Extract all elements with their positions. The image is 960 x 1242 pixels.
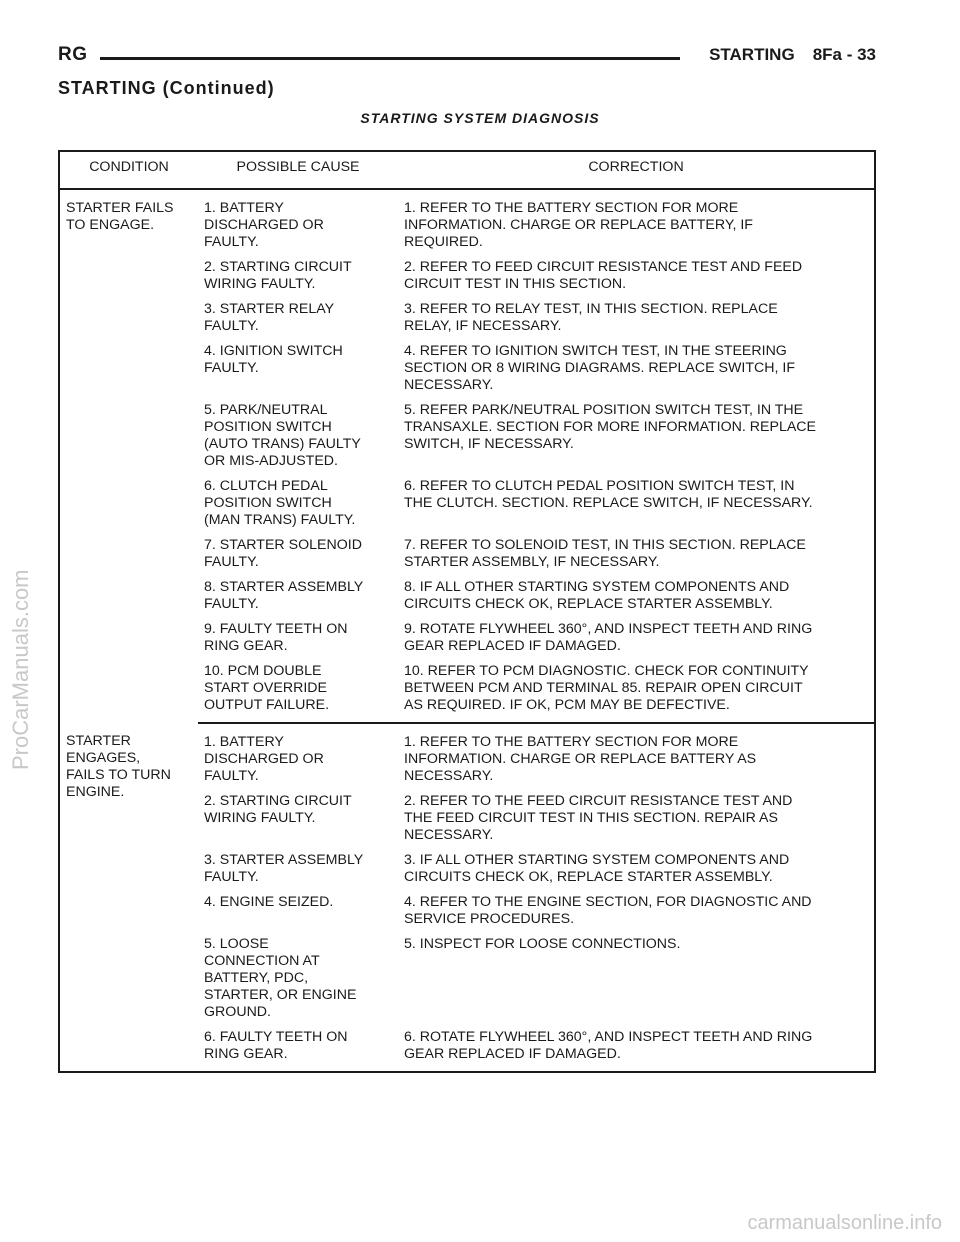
column-header-condition: CONDITION [59, 151, 198, 189]
section-title: STARTING (Continued) [58, 78, 275, 98]
correction-cell: 1. REFER TO THE BATTERY SECTION FOR MORE INFORMATION. CHARGE OR REPLACE BATTERY, IF REQUIRED. [404, 200, 753, 250]
correction-cell: 3. REFER TO RELAY TEST, IN THIS SECTION. REPLACE RELAY, IF NECESSARY. [404, 301, 778, 334]
correction-cell: 7. REFER TO SOLENOID TEST, IN THIS SECTION. REPLACE STARTER ASSEMBLY, IF NECESSARY. [404, 537, 806, 570]
table-row [59, 189, 875, 256]
cause-cell: 1. BATTERY DISCHARGED OR FAULTY. [204, 200, 324, 250]
correction-cell: 8. IF ALL OTHER STARTING SYSTEM COMPONENTS AND CIRCUITS CHECK OK, REPLACE STARTER ASSEMBLY. [404, 579, 790, 612]
correction-cell: 10. REFER TO PCM DIAGNOSTIC. CHECK FOR CONTINUITY BETWEEN PCM AND TERMINAL 85. REPAIR OPEN CIRCUIT AS REQUIRED. IF OK, PCM MAY BE DEFECTIVE. [398, 660, 875, 723]
column-header-correction: CORRECTION [398, 151, 875, 189]
cause-cell: 10. PCM DOUBLE START OVERRIDE OUTPUT FAILURE. [198, 660, 398, 723]
correction-cell: 6. ROTATE FLYWHEEL 360°, AND INSPECT TEETH AND RING GEAR REPLACED IF DAMAGED. [398, 1026, 875, 1072]
condition-cell: STARTER FAILS TO ENGAGE. [66, 200, 174, 233]
cause-cell: 8. STARTER ASSEMBLY FAULTY. [204, 579, 364, 612]
cause-cell: 7. STARTER SOLENOID FAULTY. [204, 537, 362, 570]
correction-cell: 3. IF ALL OTHER STARTING SYSTEM COMPONENTS AND CIRCUITS CHECK OK, REPLACE STARTER ASSEMBLY. [404, 852, 790, 885]
cause-cell: 5. LOOSE CONNECTION AT BATTERY, PDC, STARTER, OR ENGINE GROUND. [204, 936, 357, 1020]
cause-cell: 6. FAULTY TEETH ON RING GEAR. [198, 1026, 398, 1072]
cause-cell: 1. BATTERY DISCHARGED OR FAULTY. [204, 734, 324, 784]
correction-cell: 2. REFER TO THE FEED CIRCUIT RESISTANCE TEST AND THE FEED CIRCUIT TEST IN THIS SECTION. REPAIR AS NECESSARY. [404, 793, 793, 843]
condition-cell: STARTER ENGAGES, FAILS TO TURN ENGINE. [66, 733, 171, 800]
cause-cell: 4. ENGINE SEIZED. [204, 894, 334, 910]
side-watermark [8, 569, 48, 810]
manual-code: RG [58, 44, 88, 65]
correction-cell: 6. REFER TO CLUTCH PEDAL POSITION SWITCH TEST, IN THE CLUTCH. SECTION. REPLACE SWITCH, IF NECESSARY. [404, 478, 813, 511]
correction-cell: 2. REFER TO FEED CIRCUIT RESISTANCE TEST AND FEED CIRCUIT TEST IN THIS SECTION. [404, 259, 803, 292]
cause-cell: 3. STARTER RELAY FAULTY. [204, 301, 335, 334]
section-name: STARTING [709, 45, 795, 64]
cause-cell: 6. CLUTCH PEDAL POSITION SWITCH (MAN TRANS) FAULTY. [204, 478, 356, 528]
cause-cell: 2. STARTING CIRCUIT WIRING FAULTY. [204, 793, 352, 826]
side-watermark-text: ProCarManuals.com [8, 569, 33, 770]
header-right [709, 45, 876, 65]
correction-cell: 1. REFER TO THE BATTERY SECTION FOR MORE INFORMATION. CHARGE OR REPLACE BATTERY AS NECESSARY. [404, 734, 757, 784]
table-body [59, 189, 875, 1072]
cause-cell: 4. IGNITION SWITCH FAULTY. [204, 343, 343, 376]
cause-cell: 9. FAULTY TEETH ON RING GEAR. [204, 621, 348, 654]
page-number: 8Fa - 33 [812, 45, 876, 64]
cause-cell: 5. PARK/NEUTRAL POSITION SWITCH (AUTO TRANS) FAULTY OR MIS-ADJUSTED. [204, 402, 361, 469]
cause-cell: 3. STARTER ASSEMBLY FAULTY. [204, 852, 364, 885]
correction-cell: 5. INSPECT FOR LOOSE CONNECTIONS. [404, 936, 681, 952]
column-header-cause: POSSIBLE CAUSE [198, 151, 398, 189]
correction-cell: 4. REFER TO THE ENGINE SECTION, FOR DIAGNOSTIC AND SERVICE PROCEDURES. [404, 894, 812, 927]
table-row [59, 723, 875, 790]
page-header [58, 44, 876, 68]
diagnosis-table [58, 150, 876, 1073]
cause-cell: 2. STARTING CIRCUIT WIRING FAULTY. [204, 259, 352, 292]
table-title: STARTING SYSTEM DIAGNOSIS [360, 110, 600, 126]
table-header-row [59, 151, 875, 189]
correction-cell: 4. REFER TO IGNITION SWITCH TEST, IN THE STEERING SECTION OR 8 WIRING DIAGRAMS. REPLACE SWITCH, IF NECESSARY. [404, 343, 795, 393]
header-rule [100, 57, 680, 60]
correction-cell: 5. REFER PARK/NEUTRAL POSITION SWITCH TEST, IN THE TRANSAXLE. SECTION FOR MORE INFORMATION. REPLACE SWITCH, IF NECESSARY. [404, 402, 817, 452]
footer-watermark: carmanualsonline.info [747, 1212, 942, 1234]
correction-cell: 9. ROTATE FLYWHEEL 360°, AND INSPECT TEETH AND RING GEAR REPLACED IF DAMAGED. [404, 621, 813, 654]
